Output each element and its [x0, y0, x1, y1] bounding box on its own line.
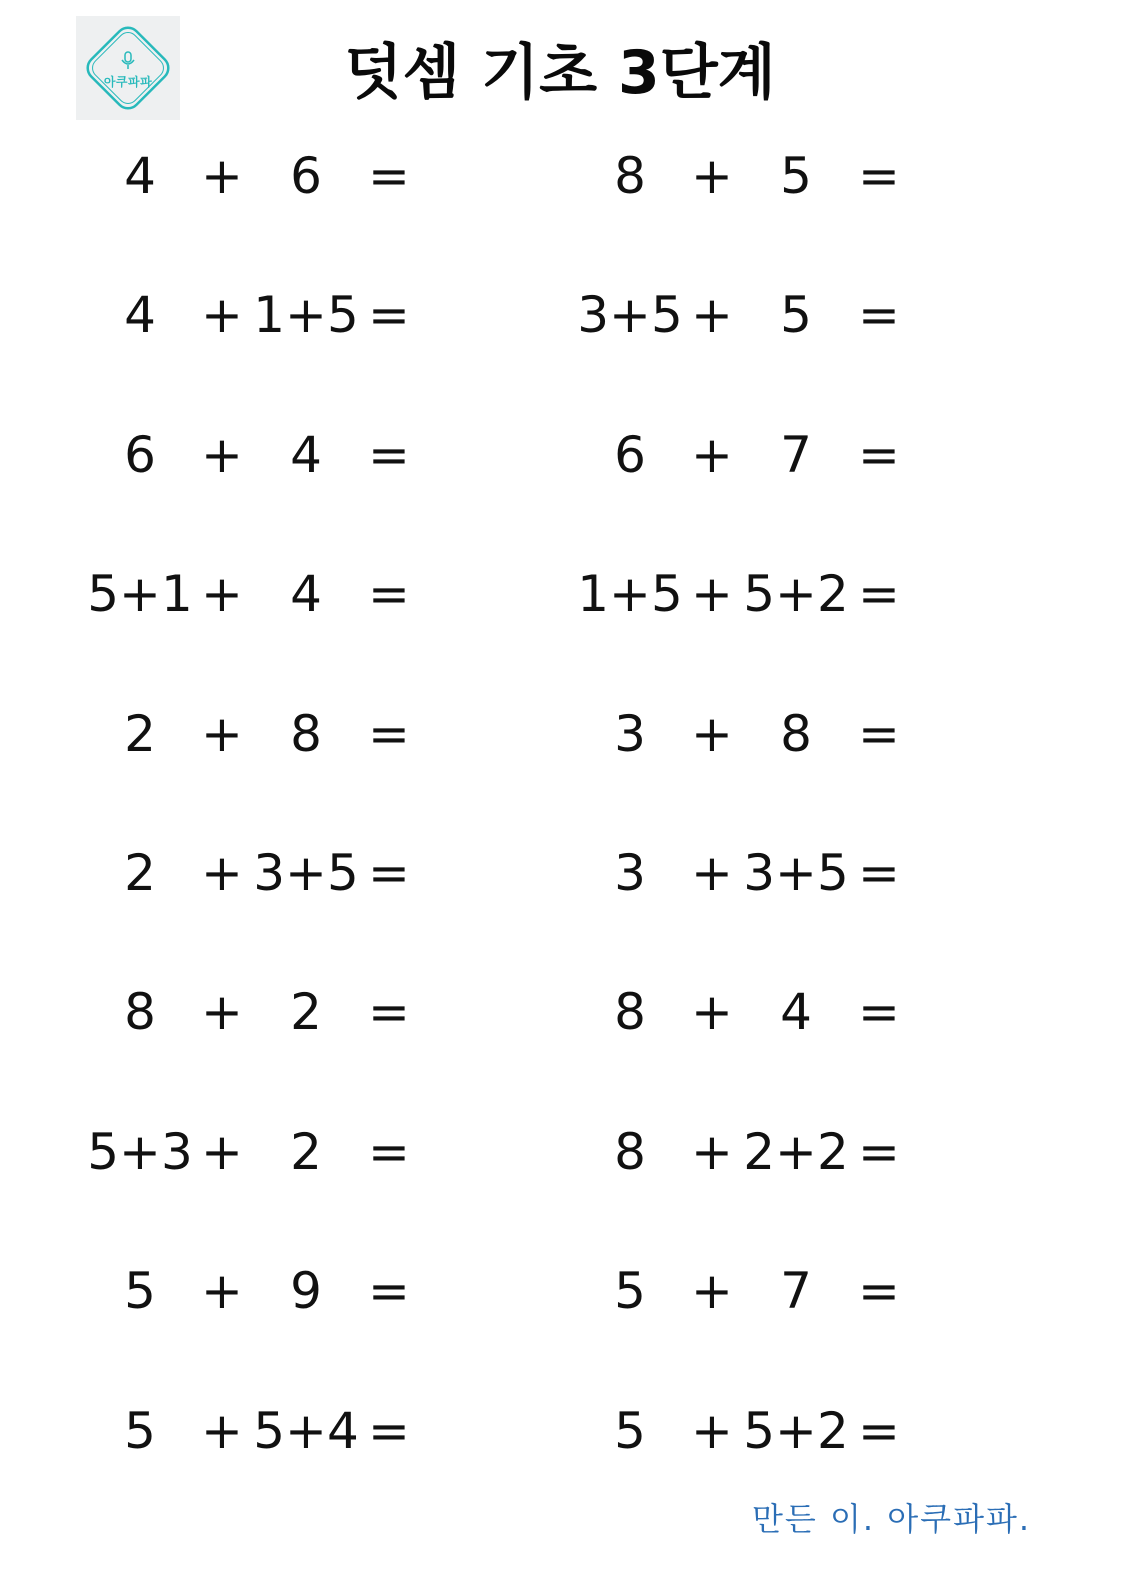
problem-row	[0, 280, 1123, 350]
right-equals-sign: =	[858, 147, 900, 205]
right-equals-sign: =	[858, 983, 900, 1041]
left-operand-a: 5+1	[87, 565, 193, 623]
right-operand-b: 3+5	[743, 844, 849, 902]
right-equals-sign: =	[858, 426, 900, 484]
left-plus-sign: +	[201, 565, 243, 623]
left-operand-a: 4	[124, 147, 156, 205]
right-operand-a: 8	[614, 1123, 646, 1181]
left-operand-a: 5+3	[87, 1123, 193, 1181]
left-operand-a: 2	[124, 705, 156, 763]
left-plus-sign: +	[201, 1123, 243, 1181]
left-equals-sign: =	[368, 705, 410, 763]
left-operand-a: 5	[124, 1402, 156, 1460]
right-plus-sign: +	[691, 1402, 733, 1460]
right-operand-a: 3+5	[577, 286, 683, 344]
right-plus-sign: +	[691, 705, 733, 763]
left-operand-b: 4	[290, 565, 322, 623]
left-operand-b: 9	[290, 1262, 322, 1320]
left-operand-b: 3+5	[253, 844, 359, 902]
right-operand-b: 7	[780, 426, 812, 484]
right-plus-sign: +	[691, 286, 733, 344]
problem-row	[0, 838, 1123, 908]
right-plus-sign: +	[691, 426, 733, 484]
problem-row	[0, 1117, 1123, 1187]
right-operand-a: 8	[614, 983, 646, 1041]
left-equals-sign: =	[368, 426, 410, 484]
right-equals-sign: =	[858, 1123, 900, 1181]
logo	[76, 16, 180, 120]
problem-row	[0, 420, 1123, 490]
left-equals-sign: =	[368, 565, 410, 623]
left-operand-b: 1+5	[253, 286, 359, 344]
logo-text: 아쿠파파	[103, 75, 153, 89]
right-operand-b: 7	[780, 1262, 812, 1320]
right-operand-a: 3	[614, 705, 646, 763]
credit-text: 만든 이. 아쿠파파.	[752, 1500, 1032, 1538]
right-operand-b: 8	[780, 705, 812, 763]
problem-row	[0, 1396, 1123, 1466]
right-equals-sign: =	[858, 1262, 900, 1320]
left-equals-sign: =	[368, 1123, 410, 1181]
right-operand-b: 5+2	[743, 565, 849, 623]
right-operand-a: 1+5	[577, 565, 683, 623]
right-plus-sign: +	[691, 844, 733, 902]
right-operand-b: 2+2	[743, 1123, 849, 1181]
problem-row	[0, 977, 1123, 1047]
problem-row	[0, 699, 1123, 769]
left-plus-sign: +	[201, 1402, 243, 1460]
left-plus-sign: +	[201, 844, 243, 902]
right-operand-a: 3	[614, 844, 646, 902]
left-equals-sign: =	[368, 147, 410, 205]
left-operand-a: 6	[124, 426, 156, 484]
right-plus-sign: +	[691, 147, 733, 205]
left-operand-b: 4	[290, 426, 322, 484]
problem-row	[0, 559, 1123, 629]
right-equals-sign: =	[858, 844, 900, 902]
right-plus-sign: +	[691, 983, 733, 1041]
microphone-icon	[76, 16, 180, 120]
right-operand-b: 5	[780, 286, 812, 344]
right-plus-sign: +	[691, 565, 733, 623]
right-plus-sign: +	[691, 1123, 733, 1181]
left-operand-a: 2	[124, 844, 156, 902]
left-equals-sign: =	[368, 844, 410, 902]
right-operand-b: 5+2	[743, 1402, 849, 1460]
left-operand-a: 8	[124, 983, 156, 1041]
problem-row	[0, 141, 1123, 211]
left-operand-a: 5	[124, 1262, 156, 1320]
left-plus-sign: +	[201, 1262, 243, 1320]
left-equals-sign: =	[368, 983, 410, 1041]
right-equals-sign: =	[858, 286, 900, 344]
right-operand-b: 4	[780, 983, 812, 1041]
right-operand-b: 5	[780, 147, 812, 205]
left-operand-b: 5+4	[253, 1402, 359, 1460]
left-equals-sign: =	[368, 1402, 410, 1460]
right-equals-sign: =	[858, 565, 900, 623]
left-operand-b: 2	[290, 983, 322, 1041]
right-operand-a: 5	[614, 1262, 646, 1320]
left-equals-sign: =	[368, 1262, 410, 1320]
left-plus-sign: +	[201, 705, 243, 763]
right-operand-a: 5	[614, 1402, 646, 1460]
left-plus-sign: +	[201, 426, 243, 484]
left-plus-sign: +	[201, 983, 243, 1041]
left-operand-b: 6	[290, 147, 322, 205]
left-operand-a: 4	[124, 286, 156, 344]
left-operand-b: 2	[290, 1123, 322, 1181]
left-plus-sign: +	[201, 286, 243, 344]
right-equals-sign: =	[858, 705, 900, 763]
page-title: 덧셈 기초 3단계	[344, 38, 776, 108]
right-plus-sign: +	[691, 1262, 733, 1320]
left-operand-b: 8	[290, 705, 322, 763]
right-operand-a: 6	[614, 426, 646, 484]
right-operand-a: 8	[614, 147, 646, 205]
right-equals-sign: =	[858, 1402, 900, 1460]
left-plus-sign: +	[201, 147, 243, 205]
problem-row	[0, 1256, 1123, 1326]
left-equals-sign: =	[368, 286, 410, 344]
